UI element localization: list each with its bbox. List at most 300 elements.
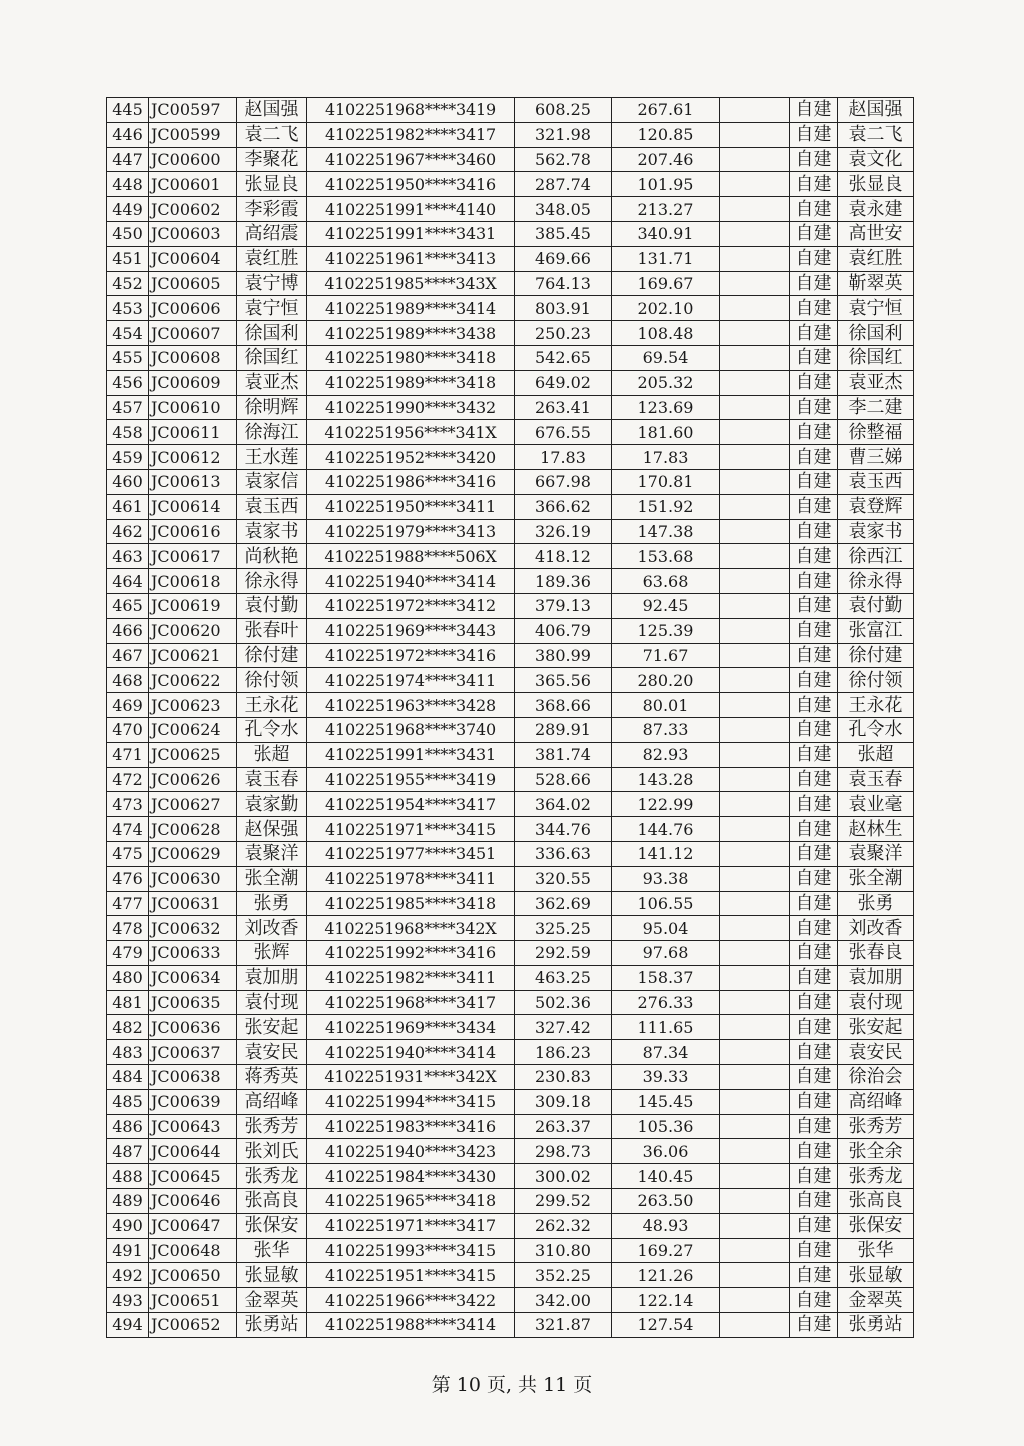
id-number-cell: 4102251982****3411 [307, 965, 515, 990]
row-number: 452 [107, 271, 149, 296]
blank-cell [720, 841, 790, 866]
owner-cell: 徐西江 [838, 544, 914, 569]
row-number: 481 [107, 990, 149, 1015]
area-a-cell: 326.19 [515, 519, 612, 544]
name-cell: 高绍震 [237, 221, 307, 246]
owner-cell: 孔令水 [838, 717, 914, 742]
owner-cell: 袁付勤 [838, 593, 914, 618]
area-b-cell: 106.55 [612, 891, 720, 916]
area-a-cell: 528.66 [515, 767, 612, 792]
area-a-cell: 502.36 [515, 990, 612, 1015]
row-number: 445 [107, 98, 149, 123]
blank-cell [720, 593, 790, 618]
name-cell: 王永花 [237, 693, 307, 718]
owner-cell: 袁玉西 [838, 469, 914, 494]
name-cell: 张保安 [237, 1213, 307, 1238]
name-cell: 王水莲 [237, 445, 307, 470]
table-row [107, 668, 914, 693]
table-row [107, 1040, 914, 1065]
type-cell: 自建 [790, 1313, 838, 1338]
area-b-cell: 101.95 [612, 172, 720, 197]
name-cell: 张秀芳 [237, 1114, 307, 1139]
table-row [107, 420, 914, 445]
row-number: 448 [107, 172, 149, 197]
area-a-cell: 365.56 [515, 668, 612, 693]
name-cell: 孔令水 [237, 717, 307, 742]
blank-cell [720, 197, 790, 222]
name-cell: 徐付领 [237, 668, 307, 693]
owner-cell: 刘改香 [838, 916, 914, 941]
blank-cell [720, 1114, 790, 1139]
area-a-cell: 676.55 [515, 420, 612, 445]
type-cell: 自建 [790, 618, 838, 643]
area-a-cell: 368.66 [515, 693, 612, 718]
type-cell: 自建 [790, 841, 838, 866]
table-row [107, 296, 914, 321]
blank-cell [720, 941, 790, 966]
name-cell: 赵国强 [237, 98, 307, 123]
row-number: 474 [107, 817, 149, 842]
name-cell: 徐明辉 [237, 395, 307, 420]
row-number: 480 [107, 965, 149, 990]
blank-cell [720, 246, 790, 271]
record-code: JC00599 [149, 122, 237, 147]
type-cell: 自建 [790, 221, 838, 246]
area-b-cell: 202.10 [612, 296, 720, 321]
owner-cell: 张全潮 [838, 866, 914, 891]
table-row [107, 98, 914, 123]
owner-cell: 徐付建 [838, 643, 914, 668]
record-code: JC00646 [149, 1189, 237, 1214]
table-row [107, 817, 914, 842]
blank-cell [720, 544, 790, 569]
owner-cell: 徐国红 [838, 345, 914, 370]
area-a-cell: 292.59 [515, 941, 612, 966]
area-b-cell: 69.54 [612, 345, 720, 370]
row-number: 447 [107, 147, 149, 172]
id-number-cell: 4102251967****3460 [307, 147, 515, 172]
type-cell: 自建 [790, 817, 838, 842]
row-number: 473 [107, 792, 149, 817]
owner-cell: 袁业毫 [838, 792, 914, 817]
area-a-cell: 406.79 [515, 618, 612, 643]
record-code: JC00605 [149, 271, 237, 296]
area-a-cell: 342.00 [515, 1288, 612, 1313]
id-number-cell: 4102251988****3414 [307, 1313, 515, 1338]
table-row [107, 742, 914, 767]
blank-cell [720, 891, 790, 916]
id-number-cell: 4102251980****3418 [307, 345, 515, 370]
type-cell: 自建 [790, 593, 838, 618]
name-cell: 赵保强 [237, 817, 307, 842]
owner-cell: 袁付现 [838, 990, 914, 1015]
area-b-cell: 169.27 [612, 1238, 720, 1263]
record-code: JC00634 [149, 965, 237, 990]
row-number: 476 [107, 866, 149, 891]
area-a-cell: 17.83 [515, 445, 612, 470]
area-b-cell: 141.12 [612, 841, 720, 866]
type-cell: 自建 [790, 742, 838, 767]
name-cell: 袁聚洋 [237, 841, 307, 866]
area-a-cell: 562.78 [515, 147, 612, 172]
area-b-cell: 122.99 [612, 792, 720, 817]
table-row [107, 147, 914, 172]
area-a-cell: 608.25 [515, 98, 612, 123]
row-number: 475 [107, 841, 149, 866]
blank-cell [720, 1015, 790, 1040]
blank-cell [720, 395, 790, 420]
row-number: 482 [107, 1015, 149, 1040]
type-cell: 自建 [790, 420, 838, 445]
owner-cell: 袁登辉 [838, 494, 914, 519]
name-cell: 张高良 [237, 1189, 307, 1214]
area-b-cell: 111.65 [612, 1015, 720, 1040]
row-number: 490 [107, 1213, 149, 1238]
row-number: 477 [107, 891, 149, 916]
row-number: 464 [107, 569, 149, 594]
owner-cell: 袁亚杰 [838, 370, 914, 395]
record-code: JC00619 [149, 593, 237, 618]
record-code: JC00631 [149, 891, 237, 916]
record-code: JC00624 [149, 717, 237, 742]
area-a-cell: 321.87 [515, 1313, 612, 1338]
area-b-cell: 48.93 [612, 1213, 720, 1238]
name-cell: 尚秋艳 [237, 544, 307, 569]
table-row [107, 1288, 914, 1313]
name-cell: 张安起 [237, 1015, 307, 1040]
area-b-cell: 267.61 [612, 98, 720, 123]
area-b-cell: 87.34 [612, 1040, 720, 1065]
area-b-cell: 263.50 [612, 1189, 720, 1214]
record-code: JC00609 [149, 370, 237, 395]
area-b-cell: 151.92 [612, 494, 720, 519]
record-code: JC00611 [149, 420, 237, 445]
id-number-cell: 4102251940****3414 [307, 1040, 515, 1065]
area-a-cell: 352.25 [515, 1263, 612, 1288]
blank-cell [720, 122, 790, 147]
area-b-cell: 169.67 [612, 271, 720, 296]
area-b-cell: 205.32 [612, 370, 720, 395]
blank-cell [720, 1164, 790, 1189]
table-row [107, 990, 914, 1015]
record-code: JC00607 [149, 321, 237, 346]
row-number: 486 [107, 1114, 149, 1139]
record-code: JC00643 [149, 1114, 237, 1139]
record-code: JC00625 [149, 742, 237, 767]
owner-cell: 赵林生 [838, 817, 914, 842]
id-number-cell: 4102251986****3416 [307, 469, 515, 494]
record-code: JC00620 [149, 618, 237, 643]
record-code: JC00630 [149, 866, 237, 891]
id-number-cell: 4102251956****341X [307, 420, 515, 445]
area-b-cell: 340.91 [612, 221, 720, 246]
name-cell: 张勇 [237, 891, 307, 916]
owner-cell: 曹三娣 [838, 445, 914, 470]
name-cell: 张勇站 [237, 1313, 307, 1338]
record-code: JC00616 [149, 519, 237, 544]
area-b-cell: 108.48 [612, 321, 720, 346]
row-number: 468 [107, 668, 149, 693]
type-cell: 自建 [790, 147, 838, 172]
owner-cell: 徐治会 [838, 1065, 914, 1090]
area-a-cell: 309.18 [515, 1089, 612, 1114]
area-b-cell: 92.45 [612, 593, 720, 618]
row-number: 458 [107, 420, 149, 445]
record-code: JC00601 [149, 172, 237, 197]
record-code: JC00627 [149, 792, 237, 817]
type-cell: 自建 [790, 668, 838, 693]
blank-cell [720, 147, 790, 172]
area-b-cell: 153.68 [612, 544, 720, 569]
name-cell: 袁付现 [237, 990, 307, 1015]
name-cell: 袁红胜 [237, 246, 307, 271]
id-number-cell: 4102251972****3416 [307, 643, 515, 668]
name-cell: 袁家信 [237, 469, 307, 494]
record-code: JC00633 [149, 941, 237, 966]
id-number-cell: 4102251991****4140 [307, 197, 515, 222]
owner-cell: 王永花 [838, 693, 914, 718]
name-cell: 袁家书 [237, 519, 307, 544]
area-a-cell: 300.02 [515, 1164, 612, 1189]
row-number: 461 [107, 494, 149, 519]
row-number: 456 [107, 370, 149, 395]
table-row [107, 1164, 914, 1189]
table-row [107, 891, 914, 916]
owner-cell: 张安起 [838, 1015, 914, 1040]
type-cell: 自建 [790, 345, 838, 370]
type-cell: 自建 [790, 445, 838, 470]
id-number-cell: 4102251968****3417 [307, 990, 515, 1015]
area-a-cell: 463.25 [515, 965, 612, 990]
blank-cell [720, 916, 790, 941]
table-row [107, 544, 914, 569]
type-cell: 自建 [790, 717, 838, 742]
row-number: 472 [107, 767, 149, 792]
owner-cell: 袁红胜 [838, 246, 914, 271]
area-a-cell: 764.13 [515, 271, 612, 296]
area-b-cell: 121.26 [612, 1263, 720, 1288]
id-number-cell: 4102251965****3418 [307, 1189, 515, 1214]
name-cell: 袁玉春 [237, 767, 307, 792]
table-row [107, 767, 914, 792]
area-a-cell: 649.02 [515, 370, 612, 395]
name-cell: 徐海江 [237, 420, 307, 445]
record-code: JC00647 [149, 1213, 237, 1238]
name-cell: 徐国利 [237, 321, 307, 346]
blank-cell [720, 1139, 790, 1164]
blank-cell [720, 1089, 790, 1114]
area-b-cell: 158.37 [612, 965, 720, 990]
name-cell: 李聚花 [237, 147, 307, 172]
area-a-cell: 366.62 [515, 494, 612, 519]
id-number-cell: 4102251990****3432 [307, 395, 515, 420]
id-number-cell: 4102251991****3431 [307, 221, 515, 246]
area-a-cell: 379.13 [515, 593, 612, 618]
blank-cell [720, 767, 790, 792]
record-code: JC00604 [149, 246, 237, 271]
record-code: JC00645 [149, 1164, 237, 1189]
owner-cell: 袁安民 [838, 1040, 914, 1065]
name-cell: 袁加朋 [237, 965, 307, 990]
name-cell: 张春叶 [237, 618, 307, 643]
blank-cell [720, 172, 790, 197]
area-b-cell: 131.71 [612, 246, 720, 271]
blank-cell [720, 643, 790, 668]
area-b-cell: 39.33 [612, 1065, 720, 1090]
area-a-cell: 325.25 [515, 916, 612, 941]
table-row [107, 321, 914, 346]
owner-cell: 袁宁恒 [838, 296, 914, 321]
area-a-cell: 327.42 [515, 1015, 612, 1040]
name-cell: 袁二飞 [237, 122, 307, 147]
table-row [107, 1114, 914, 1139]
record-code: JC00600 [149, 147, 237, 172]
register-table [106, 97, 914, 1338]
name-cell: 张辉 [237, 941, 307, 966]
area-b-cell: 140.45 [612, 1164, 720, 1189]
name-cell: 徐付建 [237, 643, 307, 668]
id-number-cell: 4102251968****3740 [307, 717, 515, 742]
row-number: 450 [107, 221, 149, 246]
blank-cell [720, 693, 790, 718]
name-cell: 张超 [237, 742, 307, 767]
area-b-cell: 105.36 [612, 1114, 720, 1139]
table-row [107, 941, 914, 966]
type-cell: 自建 [790, 792, 838, 817]
name-cell: 徐国红 [237, 345, 307, 370]
owner-cell: 张富江 [838, 618, 914, 643]
name-cell: 张华 [237, 1238, 307, 1263]
type-cell: 自建 [790, 965, 838, 990]
owner-cell: 张显良 [838, 172, 914, 197]
area-a-cell: 542.65 [515, 345, 612, 370]
record-code: JC00603 [149, 221, 237, 246]
blank-cell [720, 817, 790, 842]
record-code: JC00639 [149, 1089, 237, 1114]
owner-cell: 徐付领 [838, 668, 914, 693]
table-row [107, 1065, 914, 1090]
owner-cell: 袁家书 [838, 519, 914, 544]
blank-cell [720, 221, 790, 246]
row-number: 455 [107, 345, 149, 370]
id-number-cell: 4102251955****3419 [307, 767, 515, 792]
name-cell: 张秀龙 [237, 1164, 307, 1189]
type-cell: 自建 [790, 891, 838, 916]
blank-cell [720, 370, 790, 395]
name-cell: 徐永得 [237, 569, 307, 594]
blank-cell [720, 98, 790, 123]
name-cell: 袁家勤 [237, 792, 307, 817]
id-number-cell: 4102251972****3412 [307, 593, 515, 618]
owner-cell: 袁文化 [838, 147, 914, 172]
area-a-cell: 381.74 [515, 742, 612, 767]
row-number: 485 [107, 1089, 149, 1114]
table-row [107, 866, 914, 891]
area-a-cell: 263.41 [515, 395, 612, 420]
name-cell: 李彩霞 [237, 197, 307, 222]
owner-cell: 徐永得 [838, 569, 914, 594]
type-cell: 自建 [790, 1189, 838, 1214]
table-row [107, 618, 914, 643]
blank-cell [720, 321, 790, 346]
id-number-cell: 4102251968****342X [307, 916, 515, 941]
blank-cell [720, 445, 790, 470]
id-number-cell: 4102251969****3434 [307, 1015, 515, 1040]
table-row [107, 221, 914, 246]
row-number: 484 [107, 1065, 149, 1090]
owner-cell: 袁加朋 [838, 965, 914, 990]
blank-cell [720, 420, 790, 445]
area-b-cell: 170.81 [612, 469, 720, 494]
table-row [107, 717, 914, 742]
row-number: 454 [107, 321, 149, 346]
record-code: JC00617 [149, 544, 237, 569]
record-code: JC00622 [149, 668, 237, 693]
record-code: JC00623 [149, 693, 237, 718]
area-a-cell: 289.91 [515, 717, 612, 742]
owner-cell: 张全余 [838, 1139, 914, 1164]
table-row [107, 792, 914, 817]
type-cell: 自建 [790, 246, 838, 271]
owner-cell: 李二建 [838, 395, 914, 420]
area-b-cell: 280.20 [612, 668, 720, 693]
area-b-cell: 63.68 [612, 569, 720, 594]
record-code: JC00651 [149, 1288, 237, 1313]
owner-cell: 徐国利 [838, 321, 914, 346]
name-cell: 金翠英 [237, 1288, 307, 1313]
type-cell: 自建 [790, 1089, 838, 1114]
blank-cell [720, 1040, 790, 1065]
id-number-cell: 4102251985****3418 [307, 891, 515, 916]
type-cell: 自建 [790, 122, 838, 147]
id-number-cell: 4102251971****3417 [307, 1213, 515, 1238]
row-number: 467 [107, 643, 149, 668]
record-code: JC00626 [149, 767, 237, 792]
area-b-cell: 127.54 [612, 1313, 720, 1338]
area-a-cell: 299.52 [515, 1189, 612, 1214]
type-cell: 自建 [790, 1263, 838, 1288]
table-row [107, 345, 914, 370]
id-number-cell: 4102251984****3430 [307, 1164, 515, 1189]
area-a-cell: 287.74 [515, 172, 612, 197]
area-b-cell: 147.38 [612, 519, 720, 544]
table-row [107, 469, 914, 494]
area-b-cell: 145.45 [612, 1089, 720, 1114]
table-row [107, 519, 914, 544]
type-cell: 自建 [790, 1015, 838, 1040]
table-row [107, 1189, 914, 1214]
type-cell: 自建 [790, 1238, 838, 1263]
area-a-cell: 803.91 [515, 296, 612, 321]
row-number: 469 [107, 693, 149, 718]
owner-cell: 张华 [838, 1238, 914, 1263]
owner-cell: 袁二飞 [838, 122, 914, 147]
table-row [107, 197, 914, 222]
table-row [107, 1213, 914, 1238]
id-number-cell: 4102251951****3415 [307, 1263, 515, 1288]
record-code: JC00612 [149, 445, 237, 470]
type-cell: 自建 [790, 494, 838, 519]
id-number-cell: 4102251991****3431 [307, 742, 515, 767]
record-code: JC00628 [149, 817, 237, 842]
row-number: 478 [107, 916, 149, 941]
record-code: JC00608 [149, 345, 237, 370]
row-number: 451 [107, 246, 149, 271]
id-number-cell: 4102251940****3423 [307, 1139, 515, 1164]
blank-cell [720, 1288, 790, 1313]
blank-cell [720, 469, 790, 494]
id-number-cell: 4102251989****3414 [307, 296, 515, 321]
